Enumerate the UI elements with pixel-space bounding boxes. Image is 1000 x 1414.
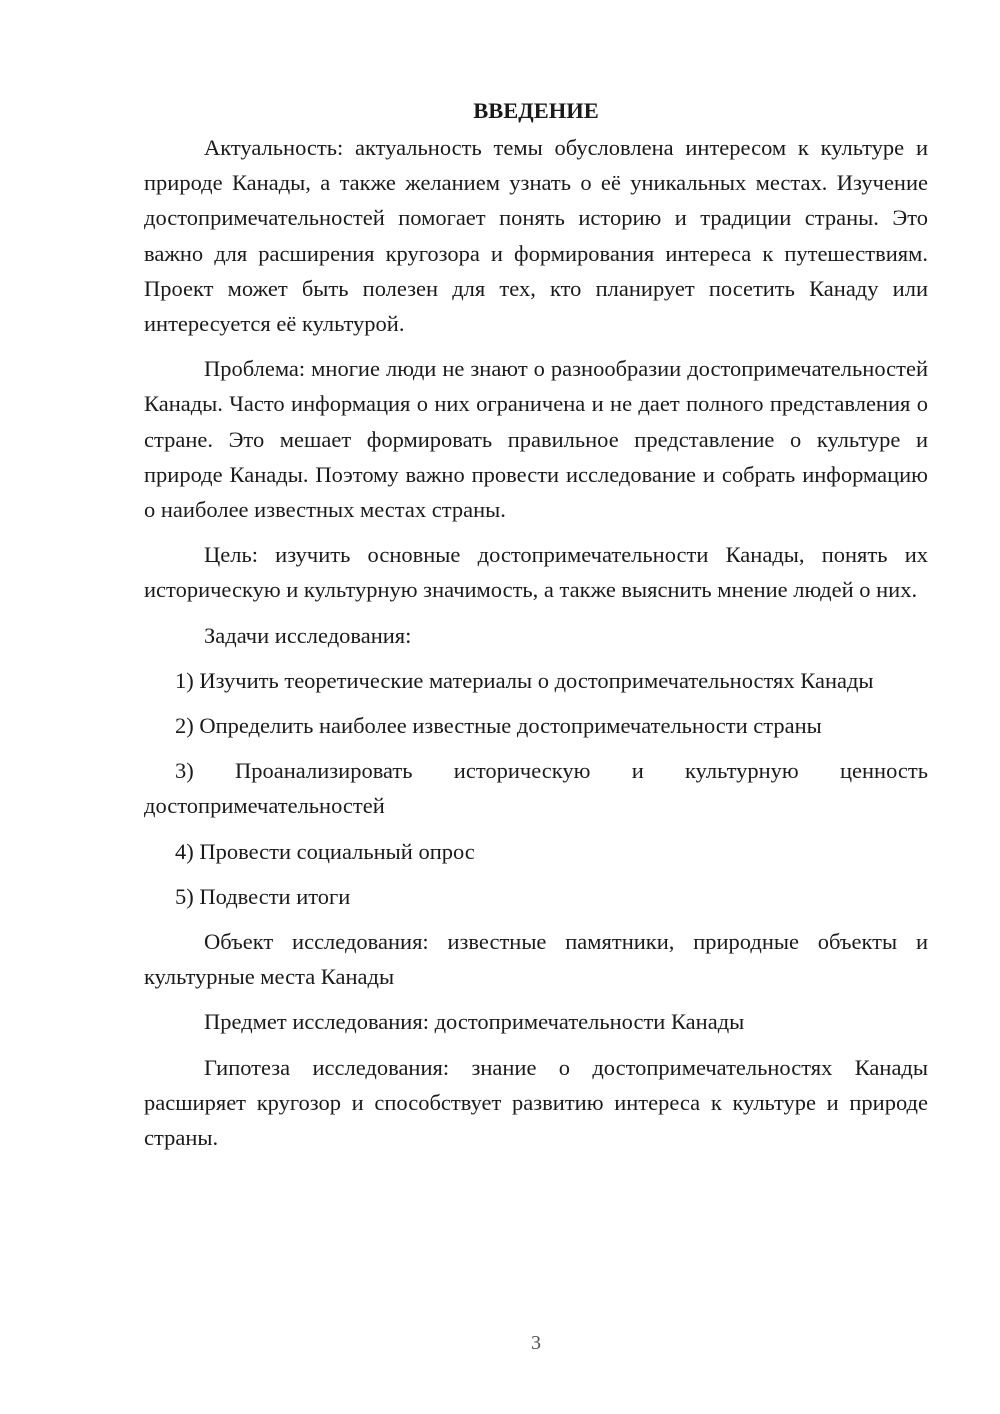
task-item: 2) Определить наиболее известные достопримечательности страны bbox=[175, 713, 822, 739]
task-item: 1) Изучить теоретические материалы о достопримечательностях Канады bbox=[175, 667, 874, 693]
task-item: 3) Проанализировать историческую и культурную ценность достопримечательностей bbox=[144, 758, 928, 819]
object-paragraph: Объект исследования: известные памятники, природные объекты и культурные места Канады bbox=[144, 929, 928, 990]
hypothesis-paragraph: Гипотеза исследования: знание о достопримечательностях Канады расширяет кругозор и способствует развитию интереса к культуре и природе страны. bbox=[144, 1054, 928, 1151]
problem-paragraph: Проблема: многие люди не знают о разнообразии достопримечательностей Канады. Часто информация о них ограничена и не дает полного представления о стране. Это мешает формировать правильное представление о культуре и природе Канады. Поэтому важно провести исследование и собрать информацию о наиболее известных местах страны. bbox=[144, 356, 928, 523]
task-item: 4) Провести социальный опрос bbox=[175, 838, 475, 864]
page-number: 3 bbox=[531, 1332, 541, 1354]
relevance-paragraph: Актуальность: актуальность темы обусловлена интересом к культуре и природе Канады, а также желанием узнать о её уникальных местах. Изучение достопримечательностей помогает понять историю и традиции страны. Это важно для расширения кругозора и формирования интереса к путешествиям. Проект может быть полезен для тех, кто планирует посетить Канаду или интересуется её культурой. bbox=[144, 135, 928, 337]
document-page bbox=[144, 93, 928, 1165]
task-item: 5) Подвести итоги bbox=[175, 883, 351, 909]
goal-paragraph: Цель: изучить основные достопримечательности Канады, понять их историческую и культурную значимость, а также выяснить мнение людей о них. bbox=[144, 542, 928, 603]
tasks-title: Задачи исследования: bbox=[204, 622, 412, 648]
section-heading: ВВЕДЕНИЕ bbox=[473, 98, 599, 123]
subject-paragraph: Предмет исследования: достопримечательности Канады bbox=[204, 1009, 745, 1035]
